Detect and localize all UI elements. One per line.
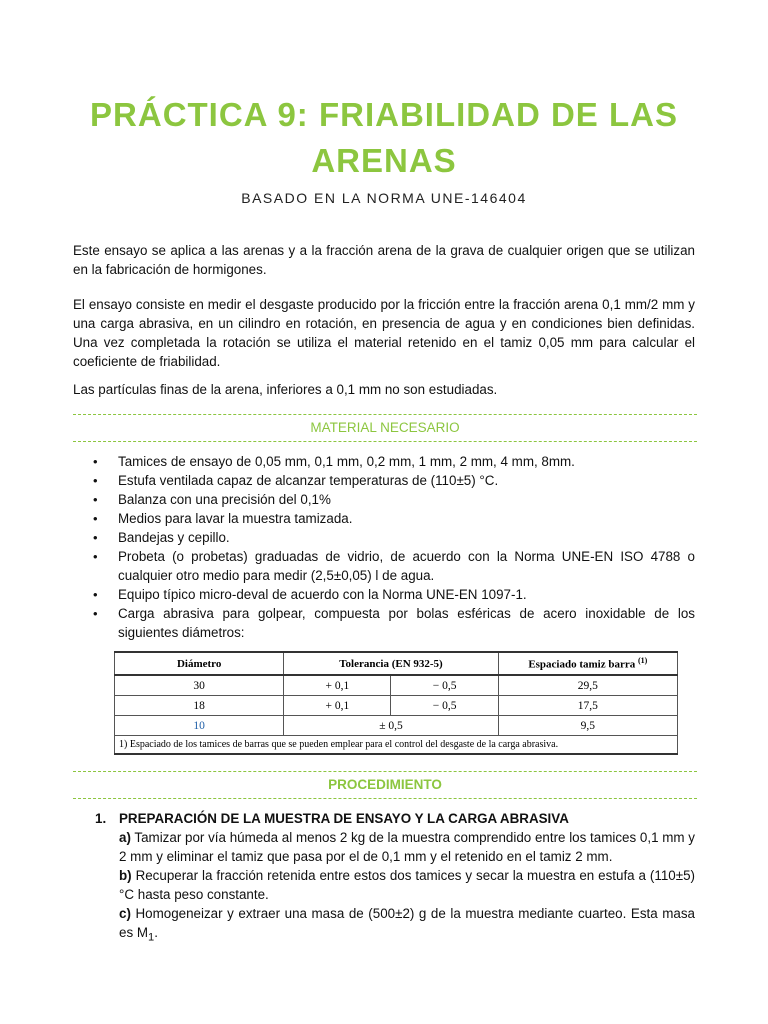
table-row — [115, 675, 678, 696]
cell-espaciado: 9,5 — [498, 716, 677, 736]
step-1a: a) Tamizar por vía húmeda al menos 2 kg de la muestra comprendido entre los tamices 0,1 mm y 2 mm y eliminar el tamiz que pasa por el de 0,1 mm y el retenido en el tamiz 2 mm. — [119, 830, 695, 864]
title-line-1: PRÁCTICA 9: FRIABILIDAD DE LAS — [90, 96, 678, 133]
cell-tol-neg: − 0,5 — [391, 696, 498, 716]
step-1-number: 1. — [95, 811, 107, 826]
list-item: • Probeta (o probetas) graduadas de vidrio, de acuerdo con la Norma UNE-EN ISO 4788 o cualquier otro medio para medir (2,5±0,05) l de agua. — [93, 549, 695, 583]
table-row — [115, 716, 678, 736]
material-section-heading: MATERIAL NECESARIO — [73, 414, 697, 442]
step-label: a) — [119, 830, 131, 845]
bullet-icon: • — [93, 511, 98, 526]
bullet-icon: • — [93, 587, 98, 602]
step-1-title: PREPARACIÓN DE LA MUESTRA DE ENSAYO Y LA CARGA ABRASIVA — [119, 811, 569, 826]
footnote-marker: (1) — [638, 656, 648, 666]
intro-paragraph-2: El ensayo consiste en medir el desgaste producido por la fricción entre la fracción arena 0,1 mm/2 mm y una carga abrasiva, en un cilindro en rotación, en presencia de agua y en condiciones bien definidas. Una vez completada la rotación se utiliza el material retenido en el tamiz 0,05 mm para calcular el coeficiente de friabilidad. — [73, 297, 695, 369]
list-item: • Tamices de ensayo de 0,05 mm, 0,1 mm, 0,2 mm, 1 mm, 2 mm, 4 mm, 8mm. — [93, 454, 575, 469]
page-title — [60, 92, 708, 184]
subscript: 1 — [148, 931, 155, 944]
page-subtitle: BASADO EN LA NORMA UNE-146404 — [241, 190, 527, 206]
list-item: • Equipo típico micro-deval de acuerdo con la Norma UNE-EN 1097-1. — [93, 587, 527, 602]
abrasive-load-table — [114, 651, 678, 755]
table-header-row — [115, 652, 678, 675]
table-footnote-row — [115, 736, 678, 755]
bullet-icon: • — [93, 606, 98, 621]
cell-tol-pos: + 0,1 — [284, 675, 391, 696]
cell-tol-both: ± 0,5 — [284, 716, 498, 736]
cell-espaciado: 29,5 — [498, 675, 677, 696]
procedure-section-heading: PROCEDIMIENTO — [73, 771, 697, 799]
list-item: • Medios para lavar la muestra tamizada. — [93, 511, 353, 526]
cell-diametro: 30 — [115, 675, 284, 696]
intro-paragraph-1: Este ensayo se aplica a las arenas y a la fracción arena de la grava de cualquier origen que se utilizan en la fabricación de hormigones. — [73, 243, 695, 277]
header-diametro: Diámetro — [115, 652, 284, 675]
list-item: • Carga abrasiva para golpear, compuesta por bolas esféricas de acero inoxidable de los siguientes diámetros: — [93, 606, 695, 640]
list-item: • Bandejas y cepillo. — [93, 530, 230, 545]
intro-paragraph-3: Las partículas finas de la arena, inferiores a 0,1 mm no son estudiadas. — [73, 382, 498, 397]
cell-tol-neg: − 0,5 — [391, 675, 498, 696]
step-1-heading — [97, 809, 695, 828]
cell-tol-pos: + 0,1 — [284, 696, 391, 716]
bullet-icon: • — [93, 492, 98, 507]
table-row — [115, 696, 678, 716]
bullet-icon: • — [93, 530, 98, 545]
table-footnote: 1) Espaciado de los tamices de barras que se pueden emplear para el control del desgaste de la carga abrasiva. — [115, 736, 678, 755]
step-1b: b) Recuperar la fracción retenida entre estos dos tamices y secar la muestra en estufa a (110±5)°C hasta peso constante. — [119, 868, 695, 902]
cell-diametro: 18 — [115, 696, 284, 716]
bullet-icon: • — [93, 549, 98, 564]
title-line-2: ARENAS — [311, 142, 457, 179]
list-item: • Estufa ventilada capaz de alcanzar temperaturas de (110±5) °C. — [93, 473, 499, 488]
procedure-step-1 — [97, 809, 695, 948]
step-label: b) — [119, 868, 132, 883]
bullet-icon: • — [93, 473, 98, 488]
step-1c: c) Homogeneizar y extraer una masa de (500±2) g de la muestra mediante cuarteo. Esta masa es $M_1$. — [119, 906, 695, 944]
header-espaciado: Espaciado tamiz barra $^{(1)}$ — [498, 652, 677, 675]
header-tolerancia: Tolerancia (EN 932-5) — [284, 652, 498, 675]
step-label: c) — [119, 906, 131, 921]
cell-diametro: 10 — [115, 716, 284, 736]
cell-espaciado: 17,5 — [498, 696, 677, 716]
list-item: • Balanza con una precisión del 0,1% — [93, 492, 331, 507]
materials-list — [73, 452, 695, 642]
bullet-icon: • — [93, 454, 98, 469]
